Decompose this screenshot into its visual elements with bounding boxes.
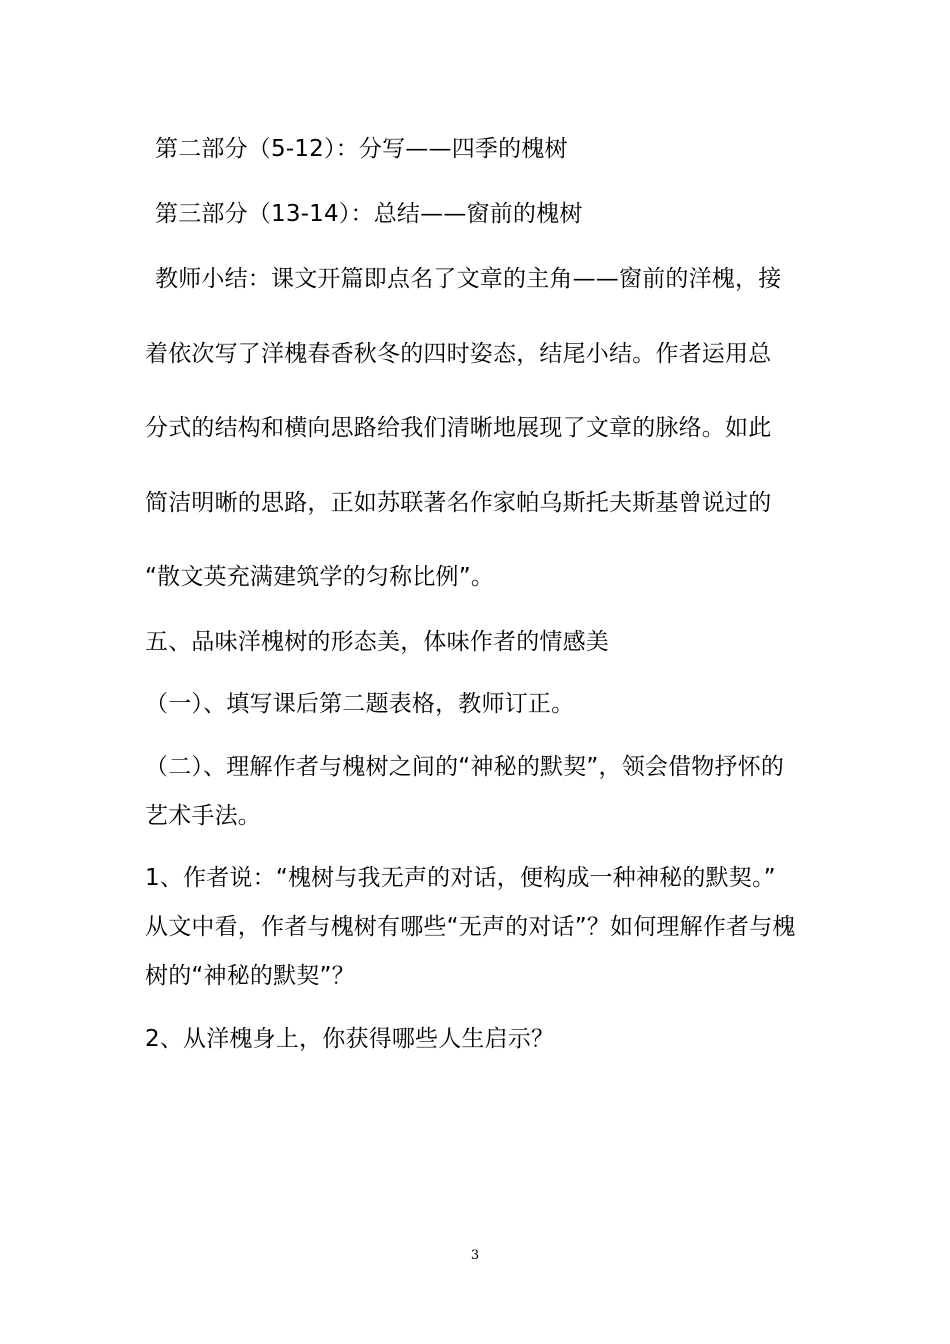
teacher-summary-line-5: “散文英充满建筑学的匀称比例”。	[145, 564, 495, 590]
outline-part-three: 第三部分（13-14）：总结——窗前的槐树	[155, 201, 583, 227]
teacher-summary-line-3: 分式的结构和横向思路给我们清晰地展现了文章的脉络。如此	[145, 415, 772, 441]
subsection-two-line-1: （二）、理解作者与槐树之间的“神秘的默契”，领会借物抒怀的	[145, 754, 785, 780]
page-number: 3	[470, 1248, 480, 1263]
subsection-two-line-2: 艺术手法。	[145, 803, 261, 829]
question-one-line-2: 从文中看，作者与槐树有哪些“无声的对话”？如何理解作者与槐	[145, 914, 796, 940]
question-one-line-1: 1、作者说：“槐树与我无声的对话，便构成一种神秘的默契。”	[145, 865, 776, 891]
teacher-summary-line-1: 教师小结：课文开篇即点名了文章的主角——窗前的洋槐，接	[155, 266, 782, 292]
subsection-one: （一）、填写课后第二题表格，教师订正。	[145, 691, 575, 717]
question-one-line-3: 树的“神秘的默契”？	[145, 963, 355, 989]
teacher-summary-line-4: 简洁明晰的思路，正如苏联著名作家帕乌斯托夫斯基曾说过的	[145, 490, 772, 516]
teacher-summary-line-2: 着依次写了洋槐春香秋冬的四时姿态，结尾小结。作者运用总	[145, 341, 772, 367]
question-two: 2、从洋槐身上，你获得哪些人生启示？	[145, 1026, 555, 1052]
section-five-heading: 五、品味洋槐树的形态美，体味作者的情感美	[145, 629, 609, 655]
outline-part-two: 第二部分（5-12）：分写——四季的槐树	[155, 136, 568, 162]
